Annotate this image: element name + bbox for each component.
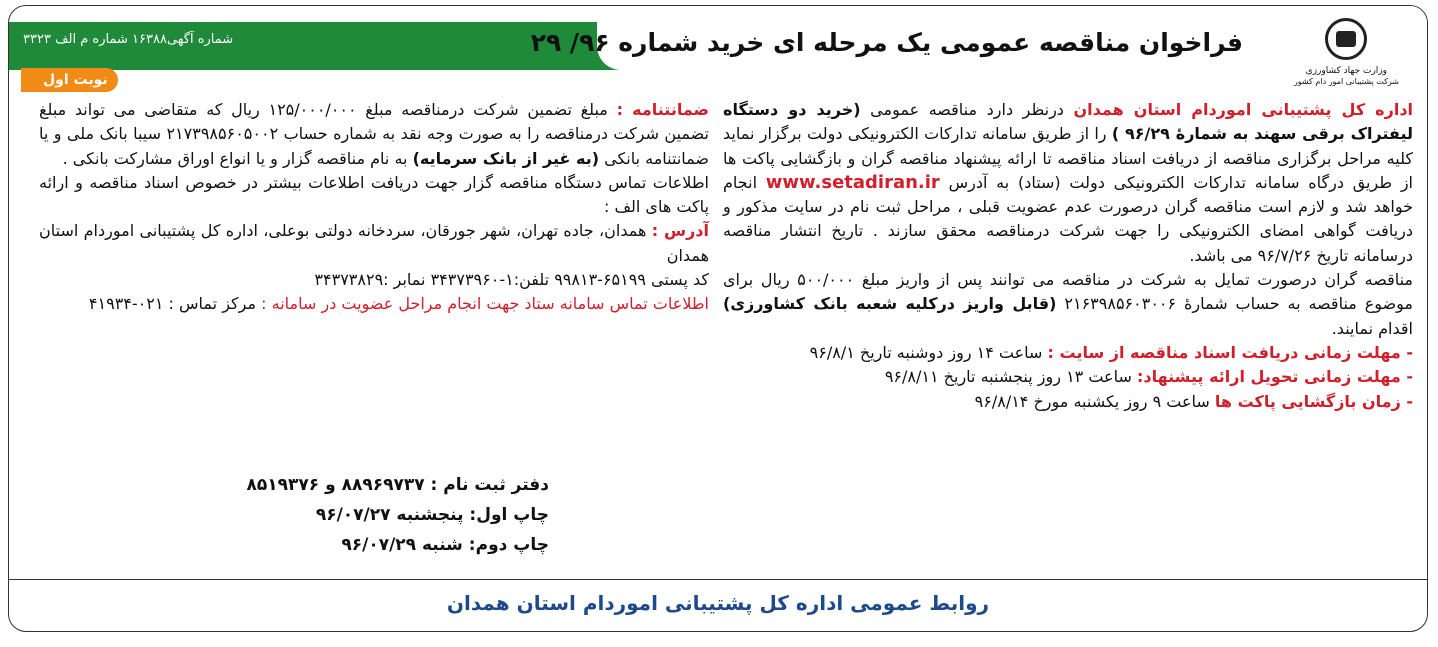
deadline-2-label: - مهلت زمانی تحویل ارائه پیشنهاد: (1136, 367, 1413, 387)
deadline-1-value: ساعت ۱۴ روز دوشنبه تاریخ ۹۶/۸/۱ (809, 342, 1048, 362)
deadline-1-label: - مهلت زمانی دریافت اسناد مناقصه از سایت : (1047, 342, 1413, 362)
deposit-text-2: اقدام نمایند. (1331, 318, 1413, 338)
setad-text: مرکز تماس : ۰۲۱-۴۱۹۳۴ (88, 294, 262, 314)
address-label: آدرس : (651, 221, 709, 241)
guarantee-text-2: به نام مناقصه گزار و یا انواع اوراق مشارکت بانکی . (62, 148, 413, 168)
round-badge: نوبت اول (21, 68, 118, 92)
address-text: همدان، جاده تهران، شهر جورقان، سردخانه دولتی بوعلی، اداره کل پشتیبانی اموردام استان همدان (39, 221, 709, 265)
guarantee-bank-note: (به غیر از بانک سرمایه) (412, 148, 600, 168)
page-title: فراخوان مناقصه عمومی یک مرحله ای خرید شماره ۹۶/ ۲۹ (530, 28, 1243, 57)
right-column (723, 98, 1413, 414)
title-panel (530, 22, 1257, 70)
intro-paragraph (723, 98, 1413, 268)
intro-text-1: درنظر دارد مناقصه عمومی (860, 100, 1074, 119)
second-print: چاپ دوم: شنبه ۹۶/۰۷/۲۹ (341, 535, 549, 555)
footer-signature: روابط عمومی اداره کل پشتیبانی اموردام استان همدان (446, 591, 990, 615)
logo-line1: وزارت جهاد کشاورزی (1305, 66, 1387, 76)
contact-paragraph: اطلاعات تماس دستگاه مناقصه گزار جهت دریافت اطلاعات بیشتر در خصوص اسناد مناقصه و ارائه پاکت های الف : (39, 172, 709, 217)
guarantee-label: ضمانتنامه : (616, 100, 710, 119)
deadline-2-value: ساعت ۱۳ روز پنجشنبه تاریخ ۹۶/۸/۱۱ (884, 367, 1137, 387)
registration-block (49, 470, 549, 560)
intro-text-3: انجام خواهد شد و لازم است مناقصه گران درصورت عدم عضویت قبلی ، مراحل ثبت نام در سایت مذکور و دریافت گواهی امضای الکترونیکی را جهت شرکت درمناقصه محقق سازند . تاریخ انتشار مناقصه درسامانه تاریخ ۹۶/۷/۲۶ می باشد. (723, 172, 1413, 265)
first-print: چاپ اول: پنجشنبه ۹۶/۰۷/۲۷ (315, 505, 549, 525)
deadline-3-value: ساعت ۹ روز یکشنبه مورخ ۹۶/۸/۱۴ (974, 391, 1215, 411)
logo-line2: شرکت پشتیبانی امور دام کشور (1293, 77, 1399, 86)
registration-office: دفتر ثبت نام : ۸۸۹۶۹۷۳۷ و ۸۵۱۹۳۷۶ (246, 475, 549, 495)
header (9, 6, 1427, 90)
notice-number: شماره آگهی۱۶۳۸۸ شماره م الف ۳۳۲۳ (23, 32, 234, 47)
deposit-text-1: مناقصه گران درصورت تمایل به شرکت در مناقصه می توانند پس از واریز مبلغ ۵۰۰/۰۰۰ ریال برای موضوع مناقصه به حساب شمارهٔ ۲۱۶۳۹۸۵۶۰۳۰۰۶ (723, 270, 1414, 314)
postal-line: کد پستی ۶۵۱۹۹-۹۹۸۱۳ تلفن:۱-۳۴۳۷۳۹۶۰ نمابر :۳۴۳۷۳۸۲۹ (314, 270, 709, 290)
guarantee-text: مبلغ تضمین شرکت درمناقصه مبلغ ۱۲۵/۰۰۰/۰۰۰ ریال که متقاضی می تواند مبلغ تضمین شرکت درمناقصه را به صورت وجه نقد به شماره حساب ۲۱۷۳۹۸۵۶۰۵۰۰۲ سیبا بانک ملی و یا ضمانتنامه بانکی (39, 100, 709, 168)
notice-frame (8, 5, 1428, 632)
deadline-1 (723, 341, 1413, 365)
setad-label: اطلاعات تماس سامانه ستاد جهت انجام مراحل عضویت در سامانه : (261, 294, 709, 314)
ministry-emblem-icon (1325, 18, 1367, 60)
divider (9, 579, 1427, 580)
left-column (39, 98, 709, 317)
address-paragraph (39, 219, 709, 268)
deposit-paragraph (723, 268, 1413, 341)
deadline-2 (723, 365, 1413, 389)
tender-subject: (خرید دو دستگاه لیفتراک برقی سهند به شمارهٔ ۹۶/۲۹ ) (723, 100, 1413, 144)
deposit-bank-note: (قابل واریز درکلیه شعبه بانک کشاورزی) (723, 294, 1057, 314)
logo (1257, 6, 1427, 90)
deadline-3-label: - زمان بازگشایی پاکت ها (1214, 391, 1413, 411)
intro-text-2: را از طریق سامانه تدارکات الکترونیکی دولت برگزار نماید کلیه مراحل برگزاری مناقصه از دریافت اسناد مناقصه تا ارائه پیشنهاد مناقصه گران و بازگشایی پاکت ها از طریق درگاه سامانه تدارکات الکترونیکی دولت (ستاد) به آدرس (723, 124, 1414, 192)
website-link[interactable]: www.setadiran.ir (765, 171, 940, 193)
deadline-3 (723, 390, 1413, 414)
organization-name: اداره کل پشتیبانی اموردام استان همدان (1073, 100, 1414, 119)
guarantee-paragraph (39, 98, 709, 171)
setad-paragraph (39, 292, 709, 316)
